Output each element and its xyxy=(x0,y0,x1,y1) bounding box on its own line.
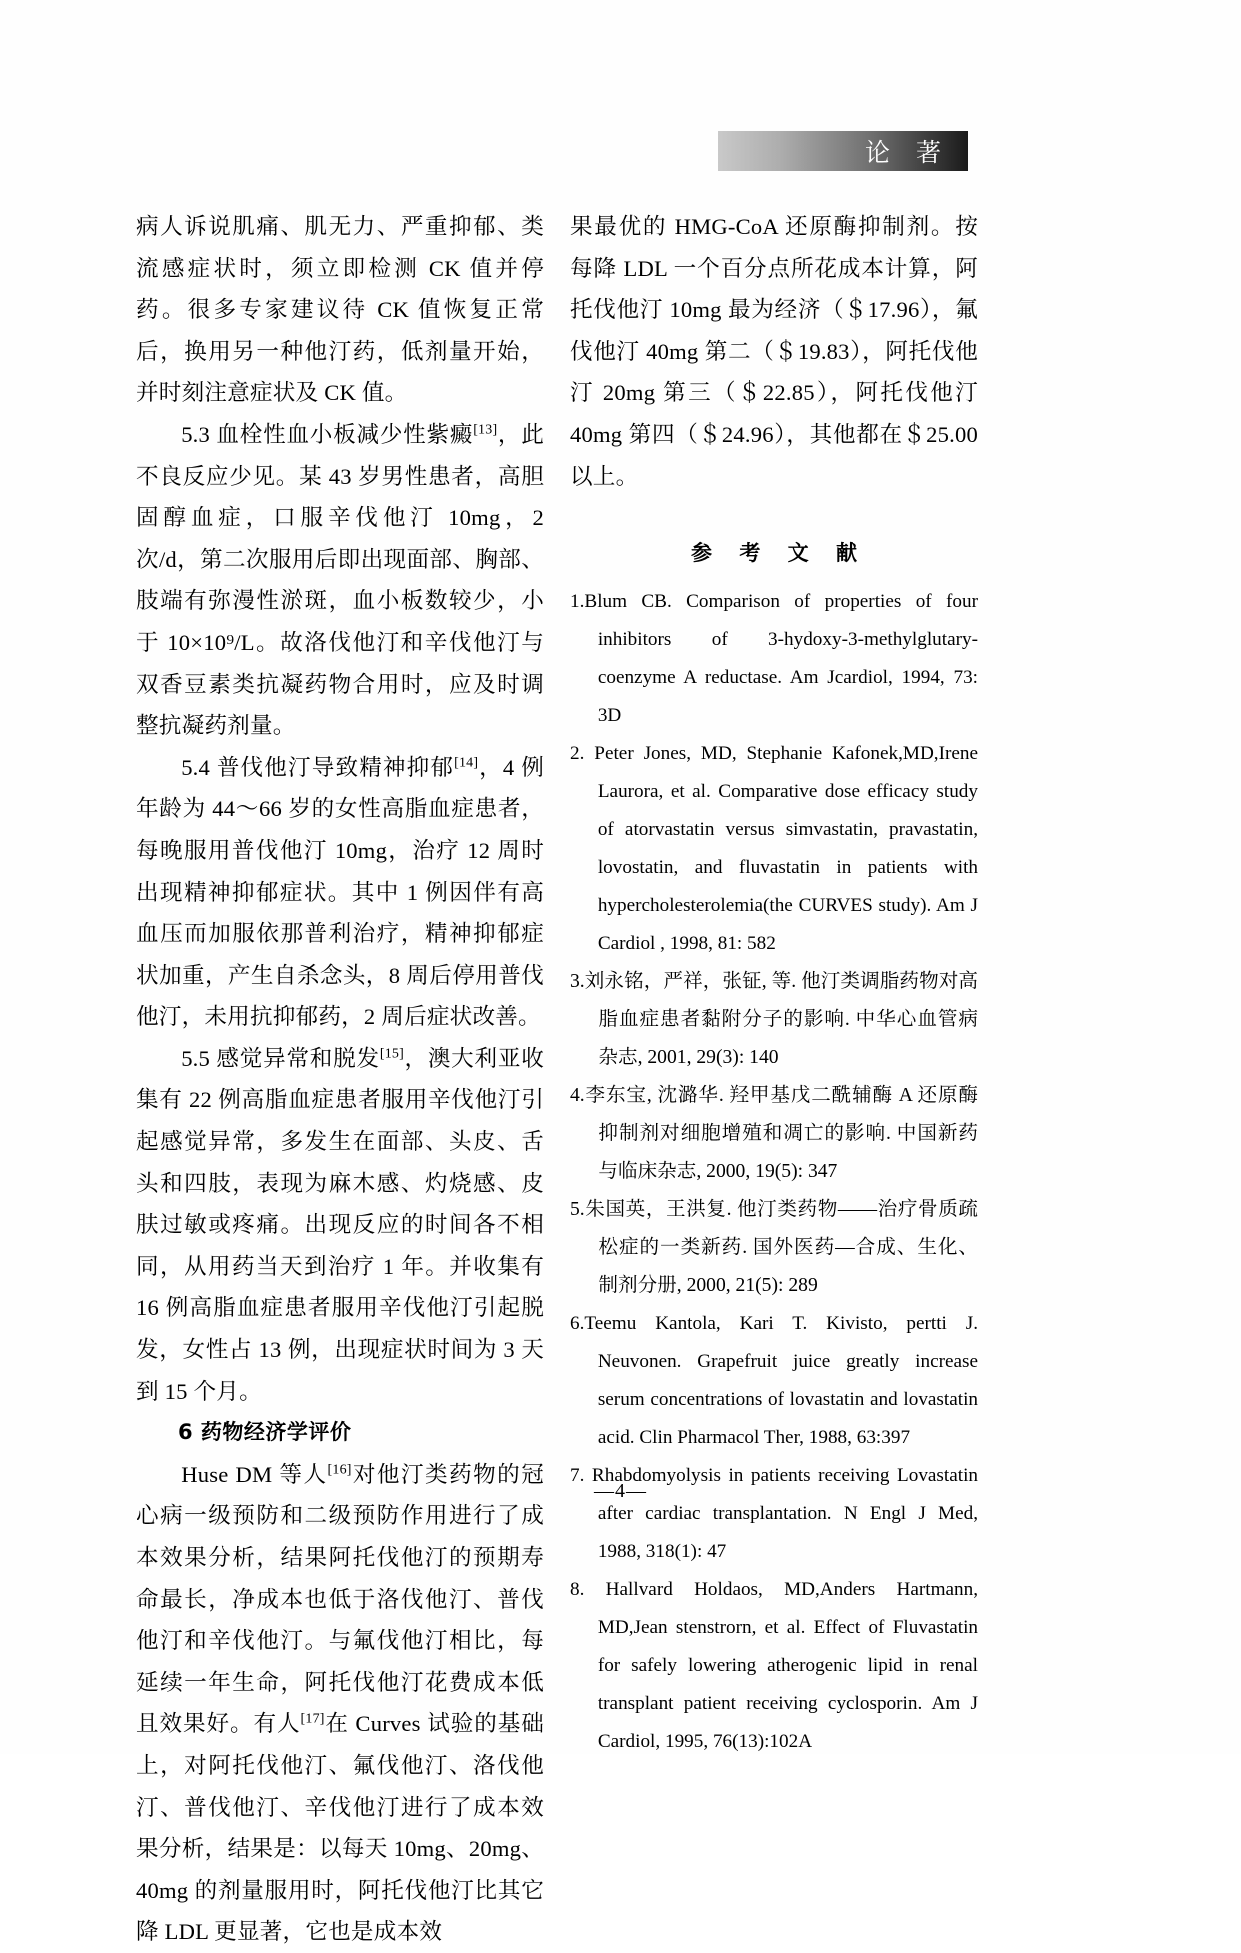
paragraph-5-3-body: ，此不良反应少见。某 43 岁男性患者，高胆固醇血症，口服辛伐他汀 10mg，2 次/d，第二次服用后即出现面部、胸部、肢端有弥漫性淤斑，血小板数较少，小于 10×10⁹/L。故洛伐他汀和辛伐他汀与双香豆素类抗凝药物合用时，应及时调整抗凝药剂量。 xyxy=(136,421,544,739)
reference-text-5: 朱国英，王洪复. 他汀类药物——治疗骨质疏松症的一类新药. 国外医药—合成、生化、制剂分册, 2000, 21(5): 289 xyxy=(584,1199,978,1297)
paragraph-5-5-lead: 5.5 感觉异常和脱发 xyxy=(181,1045,380,1071)
reference-number-2: 2. xyxy=(570,743,595,765)
reference-number-3: 3. xyxy=(570,971,585,993)
reference-item-8 xyxy=(570,1571,978,1761)
paragraph-section-6 xyxy=(136,1454,544,1953)
paragraph-5-4-lead: 5.4 普伐他汀导致精神抑郁 xyxy=(181,754,455,780)
reference-marker-13: [13] xyxy=(473,422,498,438)
reference-item-4 xyxy=(570,1077,978,1191)
paragraph-continued-right: 果最优的 HMG-CoA 还原酶抑制剂。按每降 LDL 一个百分点所花成本计算，阿托伐他汀 10mg 最为经济（＄17.96），氟伐他汀 40mg 第二（＄19.83），阿托伐他汀 20mg 第三（＄22.85），阿托伐他汀 40mg 第四（＄24.96），其他都在＄25.00 以上。 xyxy=(570,214,978,489)
paragraph-6-lead: Huse DM 等人 xyxy=(181,1461,328,1487)
paragraph-5-5 xyxy=(136,1038,544,1412)
reference-number-5: 5. xyxy=(570,1199,585,1221)
right-column xyxy=(570,206,978,1761)
reference-number-4: 4. xyxy=(570,1085,585,1107)
references-heading: 参 考 文 献 xyxy=(691,541,867,566)
paragraph-5-4-body: ，4 例年龄为 44～66 岁的女性高脂血症患者，每晚服用普伐他汀 10mg，治疗 12 周时出现精神抑郁症状。其中 1 例因伴有高血压而加服依那普利治疗，精神抑郁症状加重，产生自杀念头，8 周后停用普伐他汀，未用抗抑郁药，2 周后症状改善。 xyxy=(136,754,544,1030)
paragraph-continued: 病人诉说肌痛、肌无力、严重抑郁、类流感症状时，须立即检测 CK 值并停药。很多专家建议待 CK 值恢复正常后，换用另一种他汀药，低剂量开始，并时刻注意症状及 CK 值。 xyxy=(136,214,544,406)
paragraph-6-body-b: 在 Curves 试验的基础上，对阿托伐他汀、氟伐他汀、洛伐他汀、普伐他汀、辛伐他汀进行了成本效果分析，结果是：以每天 10mg、20mg、40mg 的剂量服用时，阿托伐他汀比其它降 LDL 更显著，它也是成本效 xyxy=(136,1711,544,1945)
paragraph-5-3 xyxy=(136,414,544,747)
left-column xyxy=(136,206,544,1953)
reference-item-7 xyxy=(570,1457,978,1571)
paragraph-5-3-lead: 5.3 血栓性血小板减少性紫癜 xyxy=(181,421,474,447)
reference-marker-16: [16] xyxy=(327,1462,352,1478)
paragraph-5-5-body: ，澳大利亚收集有 22 例高脂血症患者服用辛伐他汀引起感觉异常，多发生在面部、头皮、舌头和四肢，表现为麻木感、灼烧感、皮肤过敏或疼痛。出现反应的时间各不相同，从用药当天到治疗 1 年。并收集有 16 例高脂血症患者服用辛伐他汀引起脱发，女性占 13 例，出现症状时间为 3 天到 15 个月。 xyxy=(136,1045,545,1404)
reference-marker-17: [17] xyxy=(300,1711,325,1727)
reference-text-6: Teemu Kantola, Kari T. Kivisto, pertti J. Neuvonen. Grapefruit juice greatly increase serum concentrations of lovastatin and lovastatin acid. Clin Pharmacol Ther, 1988, 63:397 xyxy=(584,1313,978,1449)
reference-item-5 xyxy=(570,1191,978,1305)
reference-text-2: Peter Jones, MD, Stephanie Kafonek,MD,Irene Laurora, et al. Comparative dose efficacy study of atorvastatin versus simvastatin, pravastatin, lovostatin, and fluvastatin in patients with hypercholesterolemia(the CURVES study). Am J Cardiol , 1998, 81: 582 xyxy=(594,743,979,955)
reference-marker-14: [14] xyxy=(454,755,479,771)
header-band-title: 论 著 xyxy=(865,138,950,167)
reference-number-6: 6. xyxy=(570,1313,585,1335)
reference-text-4: 李东宝, 沈潞华. 羟甲基戊二酰辅酶 A 还原酶抑制剂对细胞增殖和凋亡的影响. 中国新药与临床杂志, 2000, 19(5): 347 xyxy=(584,1085,978,1183)
reference-number-8: 8. xyxy=(570,1579,606,1601)
references-list xyxy=(570,583,978,1761)
reference-text-1: Blum CB. Comparison of properties of four inhibitors of 3-hydoxy-3-methylglutary-coenzyme A reductase. Am Jcardiol, 1994, 73: 3D xyxy=(584,591,978,727)
reference-marker-15: [15] xyxy=(379,1046,404,1062)
reference-text-3: 刘永铭，严祥，张钲, 等. 他汀类调脂药物对高脂血症患者黏附分子的影响. 中华心血管病杂志, 2001, 29(3): 140 xyxy=(584,971,978,1069)
reference-number-1: 1. xyxy=(570,591,585,613)
reference-text-8: Hallvard Holdaos, MD,Anders Hartmann, MD,Jean stenstrorn, et al. Effect of Fluvastatin for safely lowering atherogenic lipid in renal transplant patient receiving cyclosporin. Am J Cardiol, 1995, 76(13):102A xyxy=(597,1579,979,1753)
reference-item-6 xyxy=(570,1305,978,1457)
page-header-band xyxy=(718,131,968,171)
section-heading-6: 6 药物经济学评价 xyxy=(178,1420,352,1445)
reference-item-1 xyxy=(570,583,978,735)
paragraph-6-body-a: 对他汀类药物的冠心病一级预防和二级预防作用进行了成本效果分析，结果阿托伐他汀的预期寿命最长，净成本也低于洛伐他汀、普伐他汀和辛伐他汀。与氟伐他汀相比，每延续一年生命，阿托伐他汀花费成本低且效果好。有人 xyxy=(136,1461,544,1737)
reference-number-7: 7. xyxy=(570,1465,592,1487)
paragraph-5-4 xyxy=(136,747,544,1038)
page-folio: —4— xyxy=(594,1480,647,1502)
reference-item-3 xyxy=(570,963,978,1077)
reference-item-2 xyxy=(570,735,978,963)
reference-text-7: Rhabdomyolysis in patients receiving Lovastatin after cardiac transplantation. N Engl J Med, 1988, 318(1): 47 xyxy=(591,1465,978,1563)
